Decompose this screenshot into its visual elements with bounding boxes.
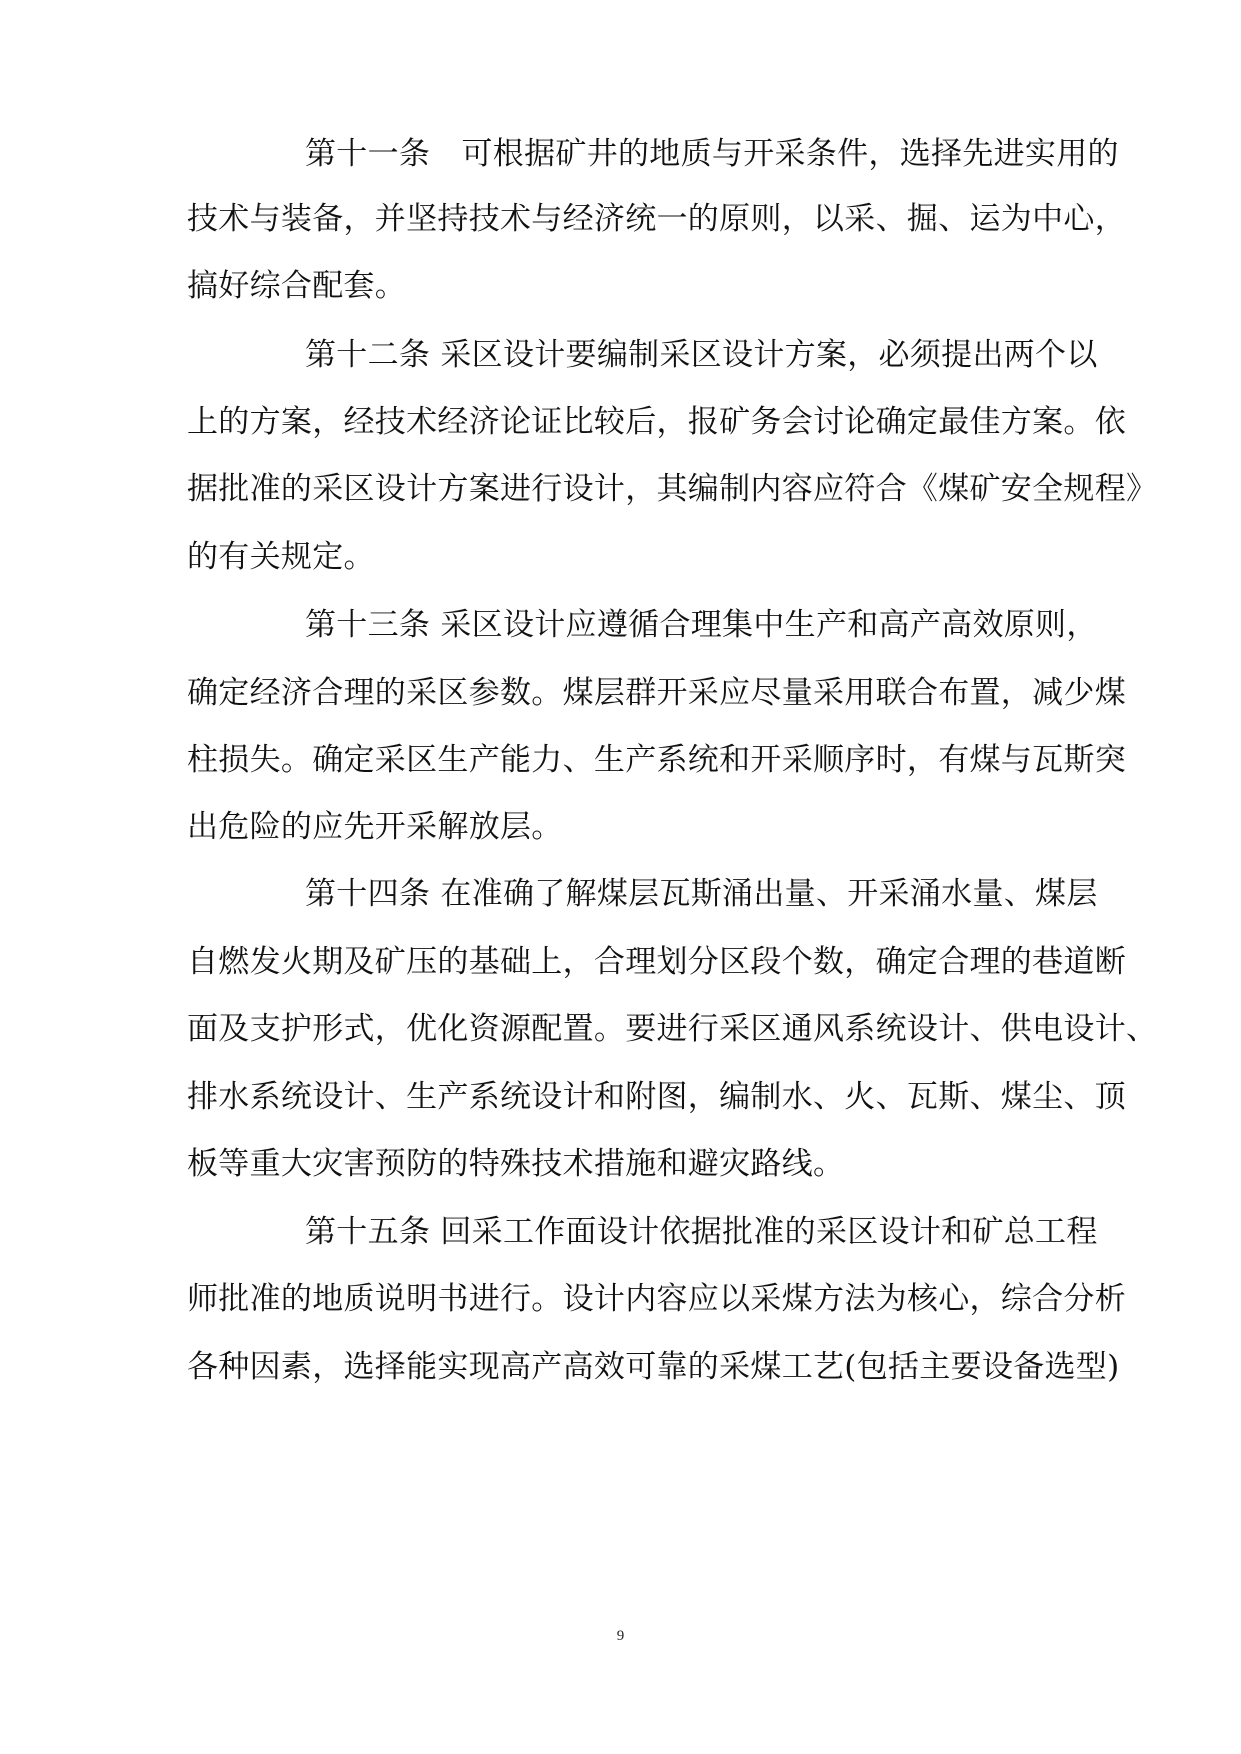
page-number: 9 — [616, 1628, 625, 1644]
paragraph-1-line-2: 技术与装备，并坚持技术与经济统一的原则，以采、掘、运为中心， — [187, 201, 1126, 237]
paragraph-5-line-1: 第十五条 回采工作面设计依据批准的采区设计和矿总工程 — [305, 1214, 1098, 1250]
paragraph-1-line-3: 搞好综合配套。 — [187, 268, 407, 304]
paragraph-3-line-3: 柱损失。确定采区生产能力、生产系统和开采顺序时，有煤与瓦斯突 — [187, 742, 1126, 778]
paragraph-3-line-4: 出危险的应先开采解放层。 — [187, 809, 563, 845]
paragraph-4-line-4: 排水系统设计、生产系统设计和附图，编制水、火、瓦斯、煤尘、顶 — [187, 1079, 1126, 1115]
paragraph-4-line-5: 板等重大灾害预防的特殊技术措施和避灾路线。 — [187, 1146, 845, 1182]
paragraph-4-line-2: 自燃发火期及矿压的基础上，合理划分区段个数，确定合理的巷道断 — [187, 944, 1126, 980]
paragraph-4-line-1: 第十四条 在准确了解煤层瓦斯涌出量、开采涌水量、煤层 — [305, 876, 1098, 912]
paragraph-5-line-3: 各种因素，选择能实现高产高效可靠的采煤工艺(包括主要设备选型) — [187, 1349, 1120, 1385]
paragraph-2-line-2: 上的方案，经技术经济论证比较后，报矿务会讨论确定最佳方案。依 — [187, 404, 1126, 440]
paragraph-2-line-1: 第十二条 采区设计要编制采区设计方案，必须提出两个以 — [305, 337, 1098, 373]
paragraph-3-line-1: 第十三条 采区设计应遵循合理集中生产和高产高效原则， — [305, 607, 1098, 643]
paragraph-4-line-3: 面及支护形式，优化资源配置。要进行采区通风系统设计、供电设计、 — [187, 1011, 1158, 1047]
paragraph-2-line-3: 据批准的采区设计方案进行设计，其编制内容应符合《煤矿安全规程》 — [187, 471, 1158, 507]
paragraph-2-line-4: 的有关规定。 — [187, 539, 375, 575]
paragraph-5-line-2: 师批准的地质说明书进行。设计内容应以采煤方法为核心，综合分析 — [187, 1281, 1126, 1317]
paragraph-1-line-1: 第十一条 可根据矿井的地质与开采条件，选择先进实用的 — [305, 136, 1119, 172]
paragraph-3-line-2: 确定经济合理的采区参数。煤层群开采应尽量采用联合布置，减少煤 — [187, 675, 1126, 711]
